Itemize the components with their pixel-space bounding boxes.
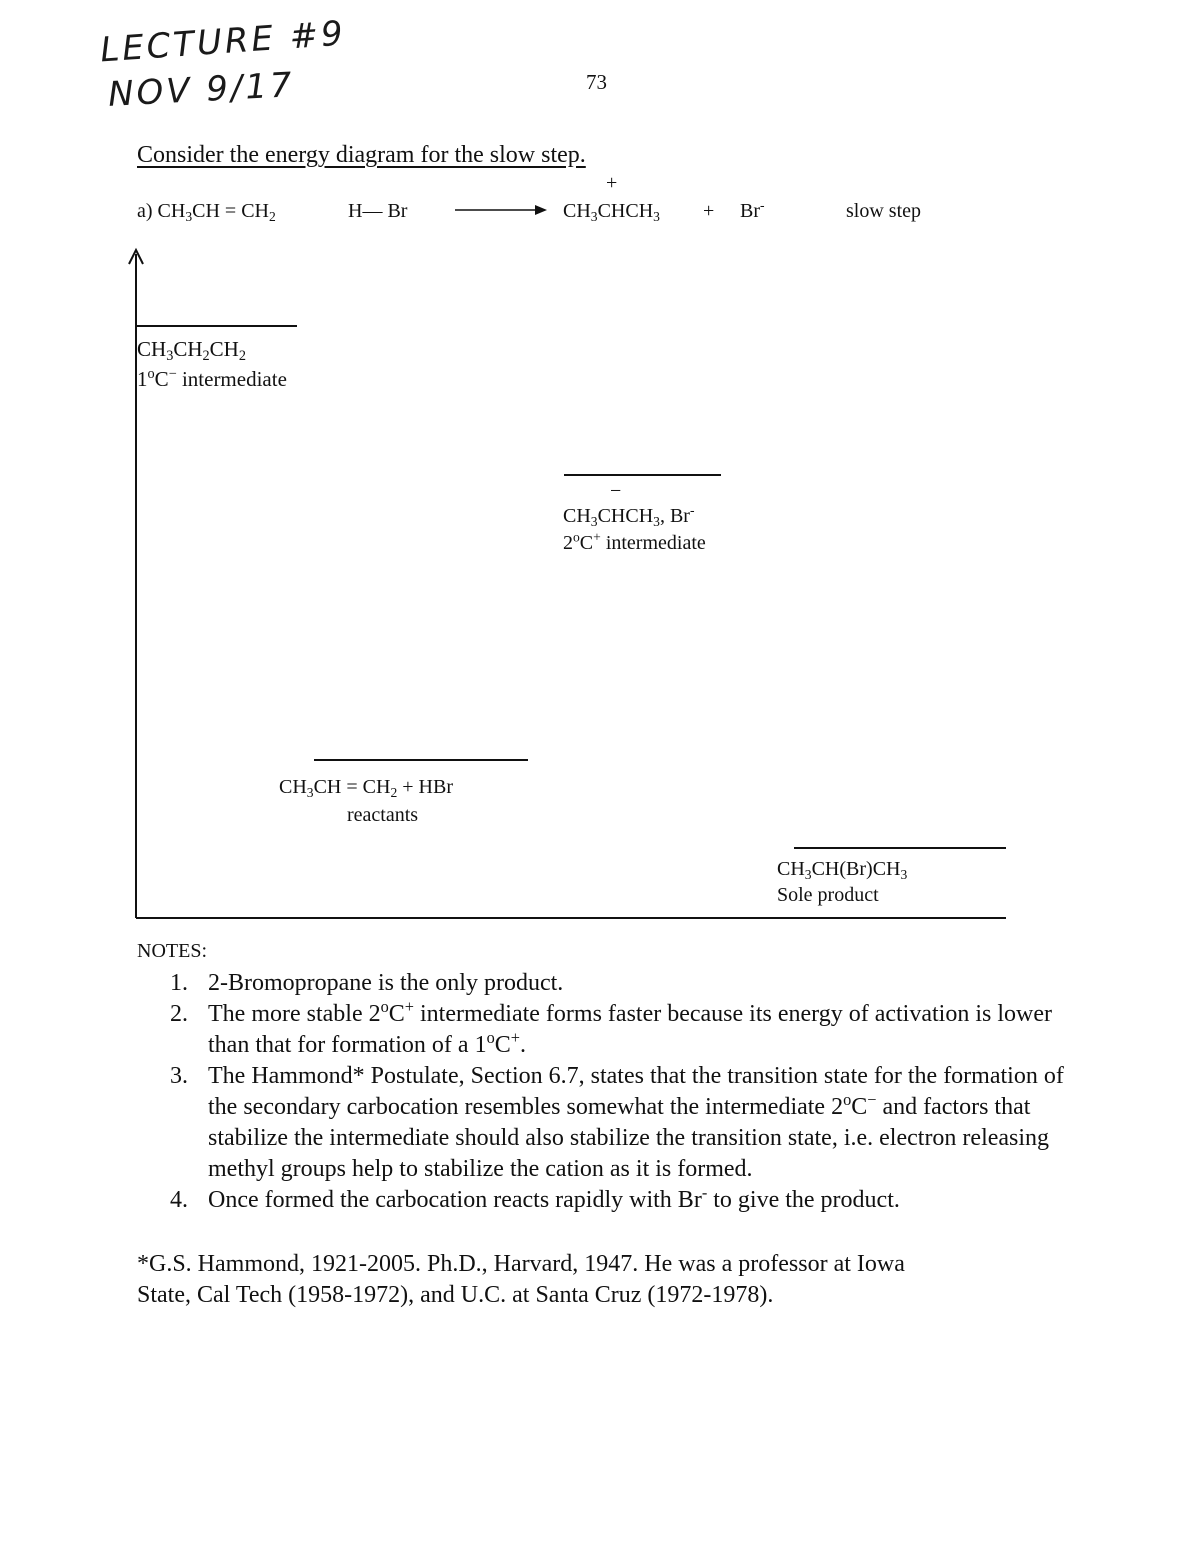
product-formula [777,858,907,881]
equation-reactant-propene [137,200,276,223]
formula-part: CH [209,337,239,361]
note-number: 4. [170,1187,188,1213]
formula-part: Br [740,200,760,222]
energy-level-product [794,847,1006,849]
subscript: 2 [202,347,210,364]
subscript: 3 [653,513,660,529]
charge-mark: + [510,1028,520,1048]
note-item-3 [170,1061,1070,1185]
formula-part: H [348,200,363,222]
reactants-label: reactants [347,804,419,826]
formula-part: CHCH [597,505,654,527]
charge-mark: − [867,1090,877,1110]
note-number: 2. [170,1001,188,1027]
label-part: intermediate [600,532,706,554]
subscript: 3 [166,347,174,364]
note-text: The Hammond* Postulate, Section 6.7, states that the transition state for the formation of the secondary carbocation resembles somewhat the intermediate 2 [208,1063,1064,1120]
degree-mark: o [486,1028,495,1048]
note-item-2 [170,999,1070,1061]
subscript: 3 [804,866,812,882]
equation-product-carbocation [563,200,660,223]
degree-mark: o [573,529,580,545]
degree-mark: o [380,997,389,1017]
formula-part: , Br [659,505,690,527]
subscript: 2 [238,347,246,364]
subscript: 3 [590,208,598,224]
note-text: The more stable 2 [208,1001,381,1027]
degree-mark: o [843,1090,852,1110]
formula-part: CH [563,200,591,222]
baseline-axis [136,917,1006,919]
charge-mark: - [701,1183,708,1203]
bond-dash: — [362,200,383,222]
formula-part: CH [137,337,167,361]
subscript: 2 [390,784,398,800]
note-number: 1. [170,970,188,996]
note-text: C [494,1032,511,1058]
formula-part: CH(Br)CH [811,858,901,880]
equation-reactant-hbr [348,200,407,223]
formula-part: CH [279,776,307,798]
label-part: C [154,367,169,391]
note-text: . [519,1032,526,1058]
page-number: 73 [586,70,607,94]
note-text: C [851,1094,868,1120]
note-text: 2-Bromopropane is the only product. [208,970,564,996]
label-part: 1 [137,367,148,391]
degree-mark: o [147,366,155,383]
notes-title: NOTES: [137,940,207,962]
note-item-4 [170,1185,1070,1216]
charge-mark: − [168,366,177,383]
note-text: intermediate forms faster because its energy of activation is lower than that for formation of a 1 [208,1001,1052,1058]
carbocation-charge-mark: + [606,172,618,194]
energy-level-primary [137,325,297,327]
superscript: - [760,197,765,213]
label-part: 2 [563,532,573,554]
secondary-intermediate-label [563,529,706,555]
charge-mark: + [404,997,414,1017]
subscript: 3 [306,784,314,800]
charge-mark: + [593,529,601,545]
formula-part: CHCH [597,200,654,222]
equation-product-bromide [740,197,765,223]
primary-intermediate-label [137,367,287,392]
note-text: C [388,1001,405,1027]
equation-plus: + [703,200,715,222]
note-number: 3. [170,1063,188,1089]
label-part: intermediate [176,367,287,391]
footnote-line-2: State, Cal Tech (1958-1972), and U.C. at Santa Cruz (1972-1978). [137,1282,774,1308]
charge-mark: - [689,502,695,518]
formula-part: CH = CH [192,200,269,222]
note-text: and factors that stabilize the intermediate should also stabilize the transition state, i.e. electron releasing methyl groups help to stabilize the cation as it is formed. [208,1094,1050,1182]
note-text: to give the product. [707,1187,900,1213]
equation-slow-step-note: slow step [846,200,921,222]
equation-label: a) [137,200,153,222]
subscript: 3 [900,866,908,882]
note-item-1 [170,968,1070,999]
energy-level-reactants [314,759,528,761]
formula-part: CH = CH [313,776,391,798]
handwritten-lecture-title: LECTURE #9 [98,13,347,71]
secondary-intermediate-formula [563,502,695,529]
label-part: C [579,532,594,554]
formula-part: CH [563,505,591,527]
formula-part: CH [157,200,186,222]
product-label: Sole product [777,884,879,906]
formula-part: CH [777,858,805,880]
primary-intermediate-formula [137,337,246,362]
formula-part: Br [387,200,408,222]
secondary-charge-mark: − [610,480,622,502]
formula-part: + HBr [397,776,453,798]
formula-part: CH [173,337,203,361]
reaction-arrow-icon [455,203,547,217]
notes-list [170,968,1070,1216]
note-text: Once formed the carbocation reacts rapidly with Br [208,1187,702,1213]
footnote-line-1: *G.S. Hammond, 1921-2005. Ph.D., Harvard, 1947. He was a professor at Iowa [137,1251,905,1277]
handwritten-date: NOV 9/17 [107,65,296,115]
energy-level-secondary [564,474,721,476]
subscript: 3 [185,208,193,224]
subscript: 3 [590,513,598,529]
subscript: 3 [653,208,660,224]
subscript: 2 [269,208,276,224]
heading: Consider the energy diagram for the slow step. [137,142,586,168]
reactants-formula [279,776,453,799]
